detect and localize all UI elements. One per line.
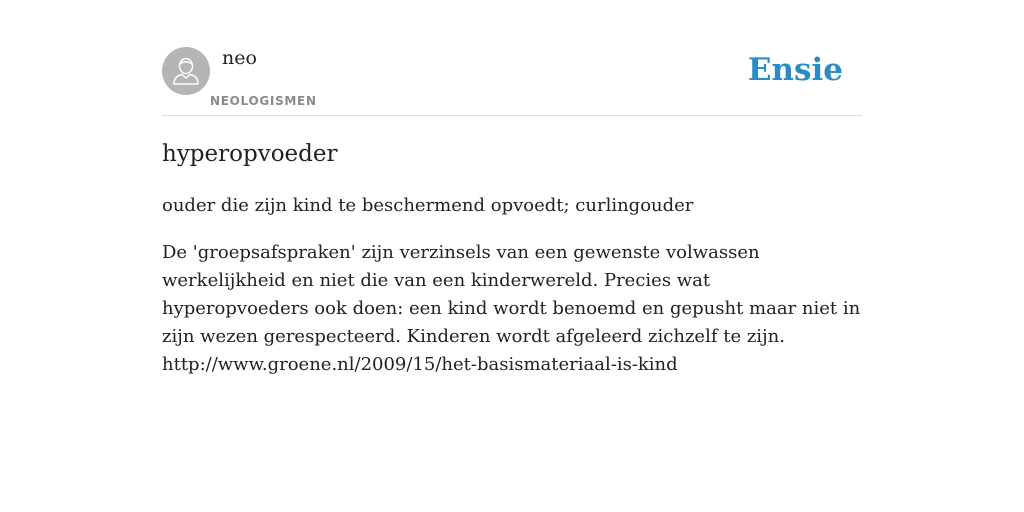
user-silhouette-icon	[162, 47, 210, 95]
entry-example: De 'groepsafspraken' zijn verzinsels van een gewenste volwassen werkelijkheid en niet die van een kinderwereld. Precies wat hyperopvoeders ook doen: een kind wordt benoemd en gepusht maar niet in zijn wezen gerespecteerd. Kinderen wordt afgeleerd zichzelf te zijn. http://www.groene.nl/2009/15/het-basismateriaal-is-kind	[162, 242, 861, 375]
entry-header	[162, 0, 862, 116]
dictionary-label[interactable]: NEOLOGISMEN	[210, 94, 317, 108]
entry-card	[162, 0, 862, 512]
author-avatar[interactable]	[162, 47, 210, 95]
ensie-logo[interactable]: Ensie	[747, 52, 843, 88]
entry-term: hyperopvoeder	[162, 141, 338, 167]
author-name-link[interactable]: neo	[222, 47, 257, 69]
entry-definition: ouder die zijn kind te beschermend opvoedt; curlingouder	[162, 195, 694, 216]
